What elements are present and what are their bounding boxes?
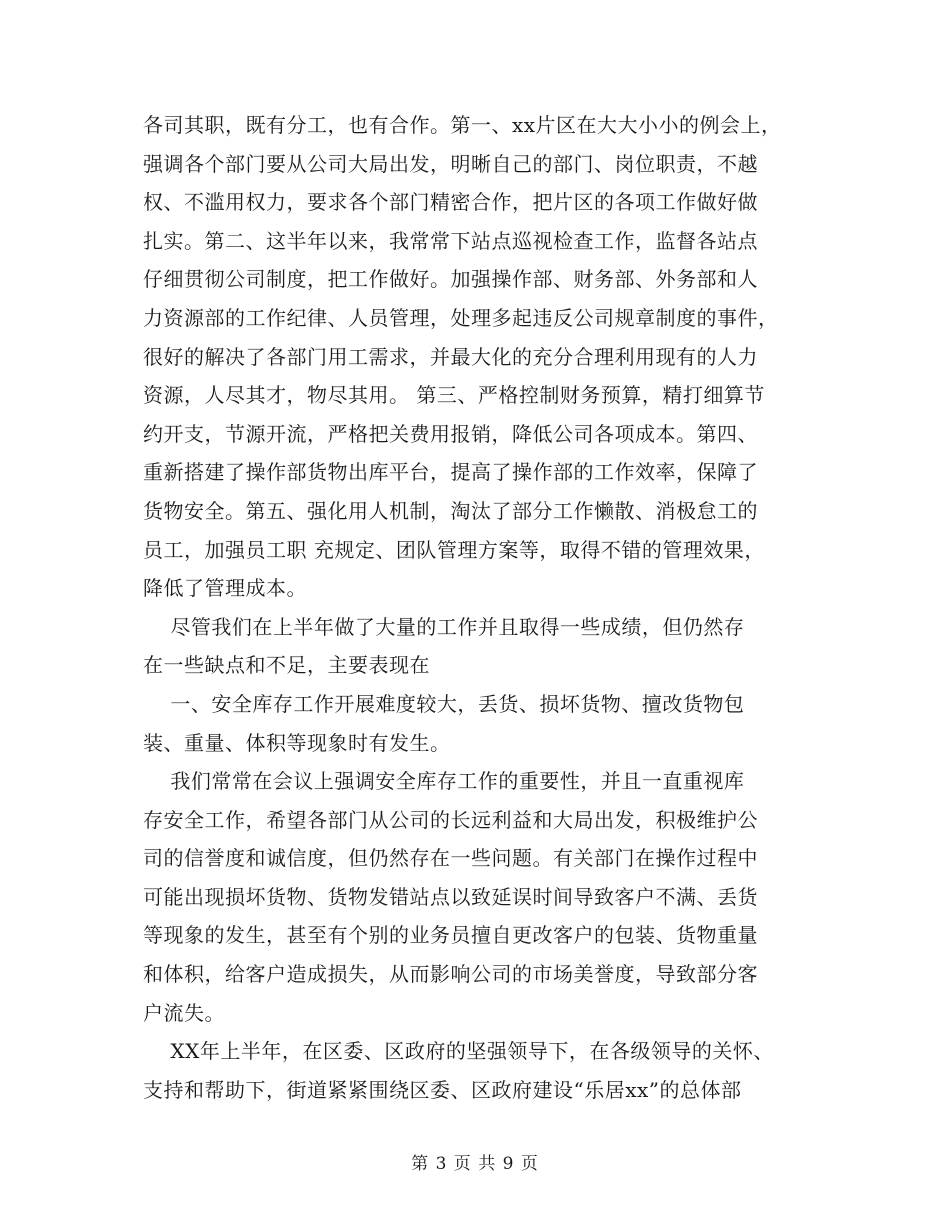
text-line: 等现象的发生，甚至有个别的业务员擅自更改客户的包装、货物重量 [143, 923, 758, 948]
text-line: 存安全工作，希望各部门从公司的长远利益和大局出发，积极维护公 [143, 807, 758, 832]
text-line: 可能出现损坏货物、货物发错站点以致延误时间导致客户不满、丢货 [143, 884, 758, 909]
text-line: 户流失。 [143, 1000, 225, 1025]
text-line: 司的信誉度和诚信度，但仍然存在一些问题。有关部门在操作过程中 [143, 846, 758, 871]
text-line: 权、不滥用权力，要求各个部门精密合作，把片区的各项工作做好做 [143, 190, 758, 215]
text-line: 约开支，节源开流，严格把关费用报销，降低公司各项成本。第四、 [143, 421, 758, 446]
text-line: 降低了管理成本。 [143, 576, 307, 601]
text-line: 我们常常在会议上强调安全库存工作的重要性，并且一直重视库 [143, 769, 745, 794]
page-number-footer: 第 3 页 共 9 页 [411, 1154, 539, 1174]
text-line: 一、安全库存工作开展难度较大，丢货、损坏货物、擅改货物包 [143, 691, 745, 716]
text-line: 装、重量、体积等现象时有发生。 [143, 730, 451, 755]
text-line: 很好的解决了各部门用工需求，并最大化的充分合理利用现有的人力 [143, 344, 758, 369]
text-line: 支持和帮助下，街道紧紧围绕区委、区政府建设“乐居xx”的总体部 [143, 1077, 742, 1102]
text-line: 资源，人尽其才，物尽其用。 第三、严格控制财务预算，精打细算节 [143, 383, 765, 408]
text-line: 重新搭建了操作部货物出库平台，提高了操作部的工作效率，保障了 [143, 460, 758, 485]
text-line: 员工，加强员工职 充规定、团队管理方案等，取得不错的管理效果， [143, 537, 765, 562]
text-line: 强调各个部门要从公司大局出发，明晰自己的部门、岗位职责，不越 [143, 151, 758, 176]
text-line: 扎实。第二、这半年以来，我常常下站点巡视检查工作，监督各站点 [143, 228, 758, 253]
text-line: 尽管我们在上半年做了大量的工作并且取得一些成绩，但仍然存 [143, 614, 745, 639]
text-line: 力资源部的工作纪律、人员管理，处理多起违反公司规章制度的事件， [143, 305, 779, 330]
text-line: 各司其职，既有分工，也有合作。第一、xx片区在大大小小的例会上， [143, 113, 782, 137]
text-line: 在一些缺点和不足，主要表现在 [143, 653, 430, 678]
body-text [143, 106, 815, 1109]
text-line: 和体积，给客户造成损失，从而影响公司的市场美誉度，导致部分客 [143, 962, 758, 987]
text-line: 仔细贯彻公司制度，把工作做好。加强操作部、财务部、外务部和人 [143, 267, 758, 292]
text-line: XX年上半年，在区委、区政府的坚强领导下，在各级领导的关怀、 [143, 1039, 774, 1064]
text-line: 货物安全。第五、强化用人机制，淘汰了部分工作懒散、消极怠工的 [143, 498, 758, 523]
